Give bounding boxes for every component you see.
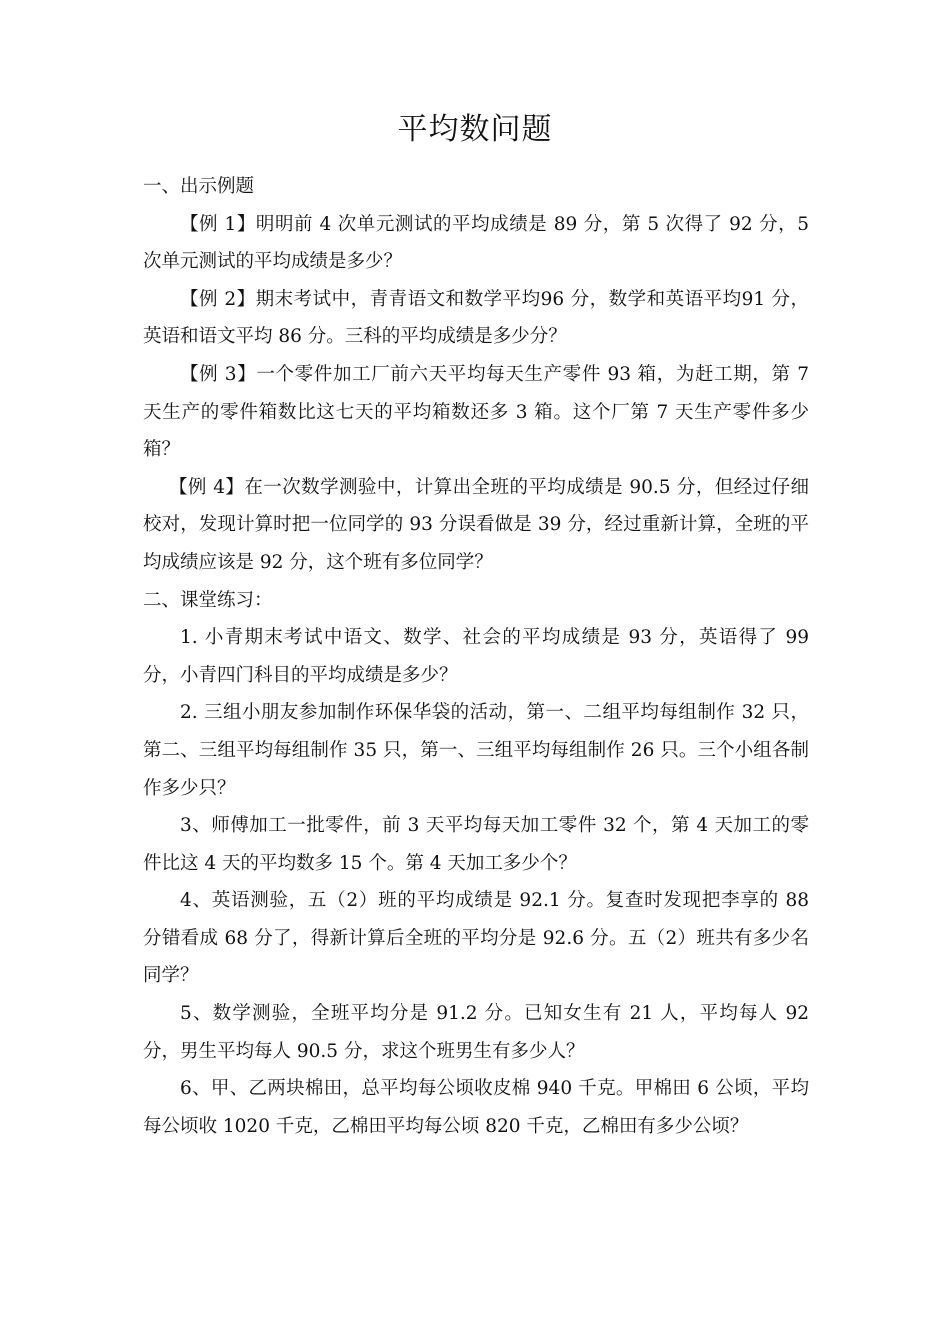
section-heading-exercises: 二、课堂练习： [143, 589, 273, 611]
example-1: 【例 1】明明前 4 次单元测试的平均成绩是 89 分，第 5 次得了 92 分，5 次单元测试的平均成绩是多少？ [143, 213, 809, 273]
exercise-2: 2. 三组小朋友参加制作环保华袋的活动，第一、二组平均每组制作 32 只，第二、三组平均每组制作 35 只，第一、三组平均每组制作 26 只。三个小组各制作多少只？ [143, 702, 809, 799]
exercise-5: 5、数学测验，全班平均分是 91.2 分。已知女生有 21 人，平均每人 92 分，男生平均每人 90.5 分，求这个班男生有多少人？ [143, 1003, 809, 1062]
document-body [143, 168, 809, 1145]
exercise-1: 1. 小青期末考试中语文、数学、社会的平均成绩是 93 分，英语得了 99 分，小青四门科目的平均成绩是多少？ [143, 627, 809, 686]
example-2: 【例 2】期末考试中，青青语文和数学平均96 分，数学和英语平均91 分，英语和语文平均 86 分。三科的平均成绩是多少分？ [143, 288, 809, 348]
example-4: 【例 4】在一次数学测验中，计算出全班的平均成绩是 90.5 分，但经过仔细校对，发现计算时把一位同学的 93 分误看做是 39 分，经过重新计算，全班的平均成绩应该是 92 分，这个班有多位同学？ [143, 476, 809, 573]
section-heading-examples: 一、出示例题 [143, 176, 255, 197]
exercise-4: 4、英语测验，五（2）班的平均成绩是 92.1 分。复查时发现把李享的 88 分错看成 68 分了，得新计算后全班的平均分是 92.6 分。五（2）班共有多少名同学？ [143, 890, 809, 987]
exercise-6: 6、甲、乙两块棉田，总平均每公顷收皮棉 940 千克。甲棉田 6 公顷，平均每公顷收 1020 千克，乙棉田平均每公顷 820 千克，乙棉田有多少公顷？ [143, 1078, 809, 1137]
exercise-3: 3、师傅加工一批零件，前 3 天平均每天加工零件 32 个，第 4 天加工的零件比这 4 天的平均数多 15 个。第 4 天加工多少个？ [143, 815, 809, 874]
example-3: 【例 3】一个零件加工厂前六天平均每天生产零件 93 箱，为赶工期，第 7 天生产的零件箱数比这七天的平均箱数还多 3 箱。这个厂第 7 天生产零件多少箱？ [143, 363, 809, 461]
page-title: 平均数问题 [397, 112, 553, 147]
